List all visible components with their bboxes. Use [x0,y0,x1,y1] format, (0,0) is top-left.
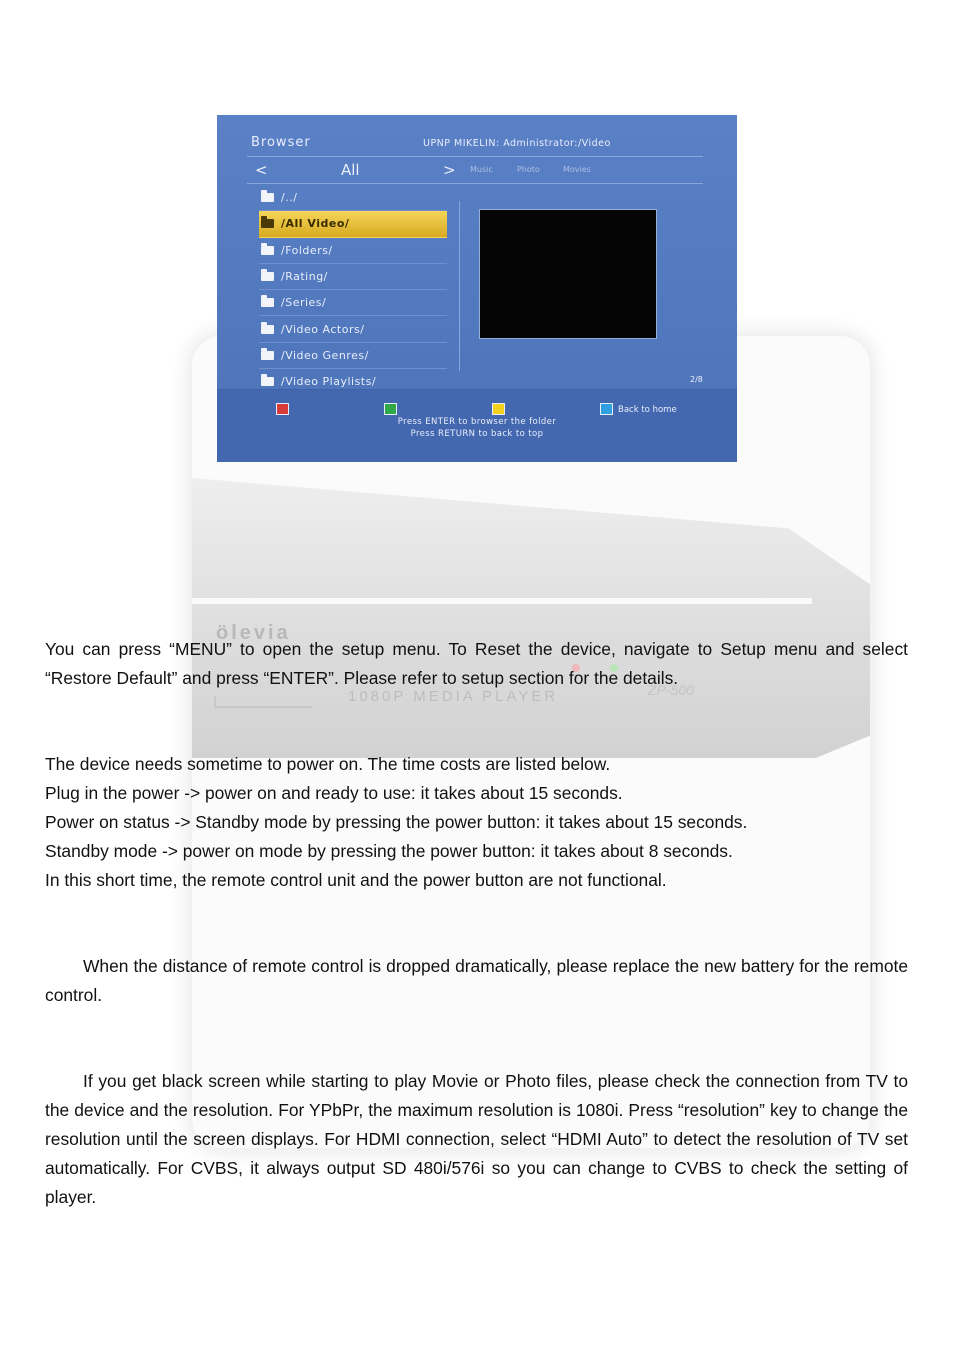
nav-prev-button[interactable]: < [255,161,268,179]
blue-key-icon[interactable] [600,403,613,415]
browser-path: UPNP MIKELIN: Administrator:/Video [423,138,611,149]
green-key-icon[interactable] [384,403,397,415]
folder-icon [261,246,274,255]
list-item[interactable]: /Video Genres/ [259,343,447,369]
folder-icon [261,298,274,307]
divider [247,156,703,157]
text-line: Standby mode -> power on mode by pressing the power button: it takes about 8 seconds. [45,841,733,861]
folder-icon [261,272,274,281]
divider [247,183,703,184]
device-edge [192,598,812,604]
back-to-home-label: Back to home [618,405,677,415]
text-line: Power on status -> Standby mode by pressing the power button: it takes about 15 seconds. [45,812,748,832]
list-item[interactable]: /../ [259,185,447,211]
paragraph-reset: You can press “MENU” to open the setup menu. To Reset the device, navigate to Setup menu and select “Restore Default” and press “ENTER”. Please refer to setup section for the details. [45,639,908,688]
folder-list [259,185,447,394]
paragraph-power-on [45,750,908,895]
nav-current-category: All [341,161,360,179]
paragraph-battery: When the distance of remote control is dropped dramatically, please replace the new battery for the remote control. [45,956,908,1005]
folder-icon [261,351,274,360]
category-music[interactable]: Music [470,165,493,174]
category-photo[interactable]: Photo [517,165,540,174]
list-item[interactable]: /Video Actors/ [259,316,447,342]
category-movies[interactable]: Movies [563,165,591,174]
nav-next-button[interactable]: > [443,161,456,179]
device-body-shape [192,478,870,758]
list-item[interactable]: /Folders/ [259,238,447,264]
device-brand: ölevia [216,622,291,644]
text-line: The device needs sometime to power on. The time costs are listed below. [45,754,611,774]
device-model-text: 1080P MEDIA PLAYER [348,688,559,705]
folder-icon [261,219,274,228]
hint-return: Press RETURN to back to top [410,429,544,439]
page-indicator: 2/8 [690,375,703,384]
text-line: Plug in the power -> power on and ready to use: it takes about 15 seconds. [45,783,623,803]
browser-screenshot [217,115,737,462]
browser-title: Browser [251,135,311,150]
divider-vertical [459,201,460,371]
folder-icon [261,325,274,334]
preview-pane [479,209,657,339]
paragraph-black-screen: If you get black screen while starting to play Movie or Photo files, please check the connection from TV to the device and the resolution. For YPbPr, the maximum resolution is 1080i. Press “resolution” key to change the resolution until the screen displays. For HDMI connection, select “HDMI Auto” to detect the resolution of TV set automatically. For CVBS, it always output SD 480i/576i so you can change to CVBS to check the setting of player. [45,1071,908,1207]
red-key-icon[interactable] [276,403,289,415]
yellow-key-icon[interactable] [492,403,505,415]
folder-icon [261,193,274,202]
text-line: In this short time, the remote control unit and the power button are not functional. [45,870,667,890]
list-item-selected[interactable]: /All Video/ [259,211,447,237]
list-item[interactable]: /Video Playlists/ [259,369,447,394]
device-model-code: ZP-500 [648,682,694,698]
folder-icon [261,377,274,386]
list-item[interactable]: /Rating/ [259,264,447,290]
hint-enter: Press ENTER to browser the folder [397,417,557,427]
usb-icon [214,696,312,708]
list-item[interactable]: /Series/ [259,290,447,316]
